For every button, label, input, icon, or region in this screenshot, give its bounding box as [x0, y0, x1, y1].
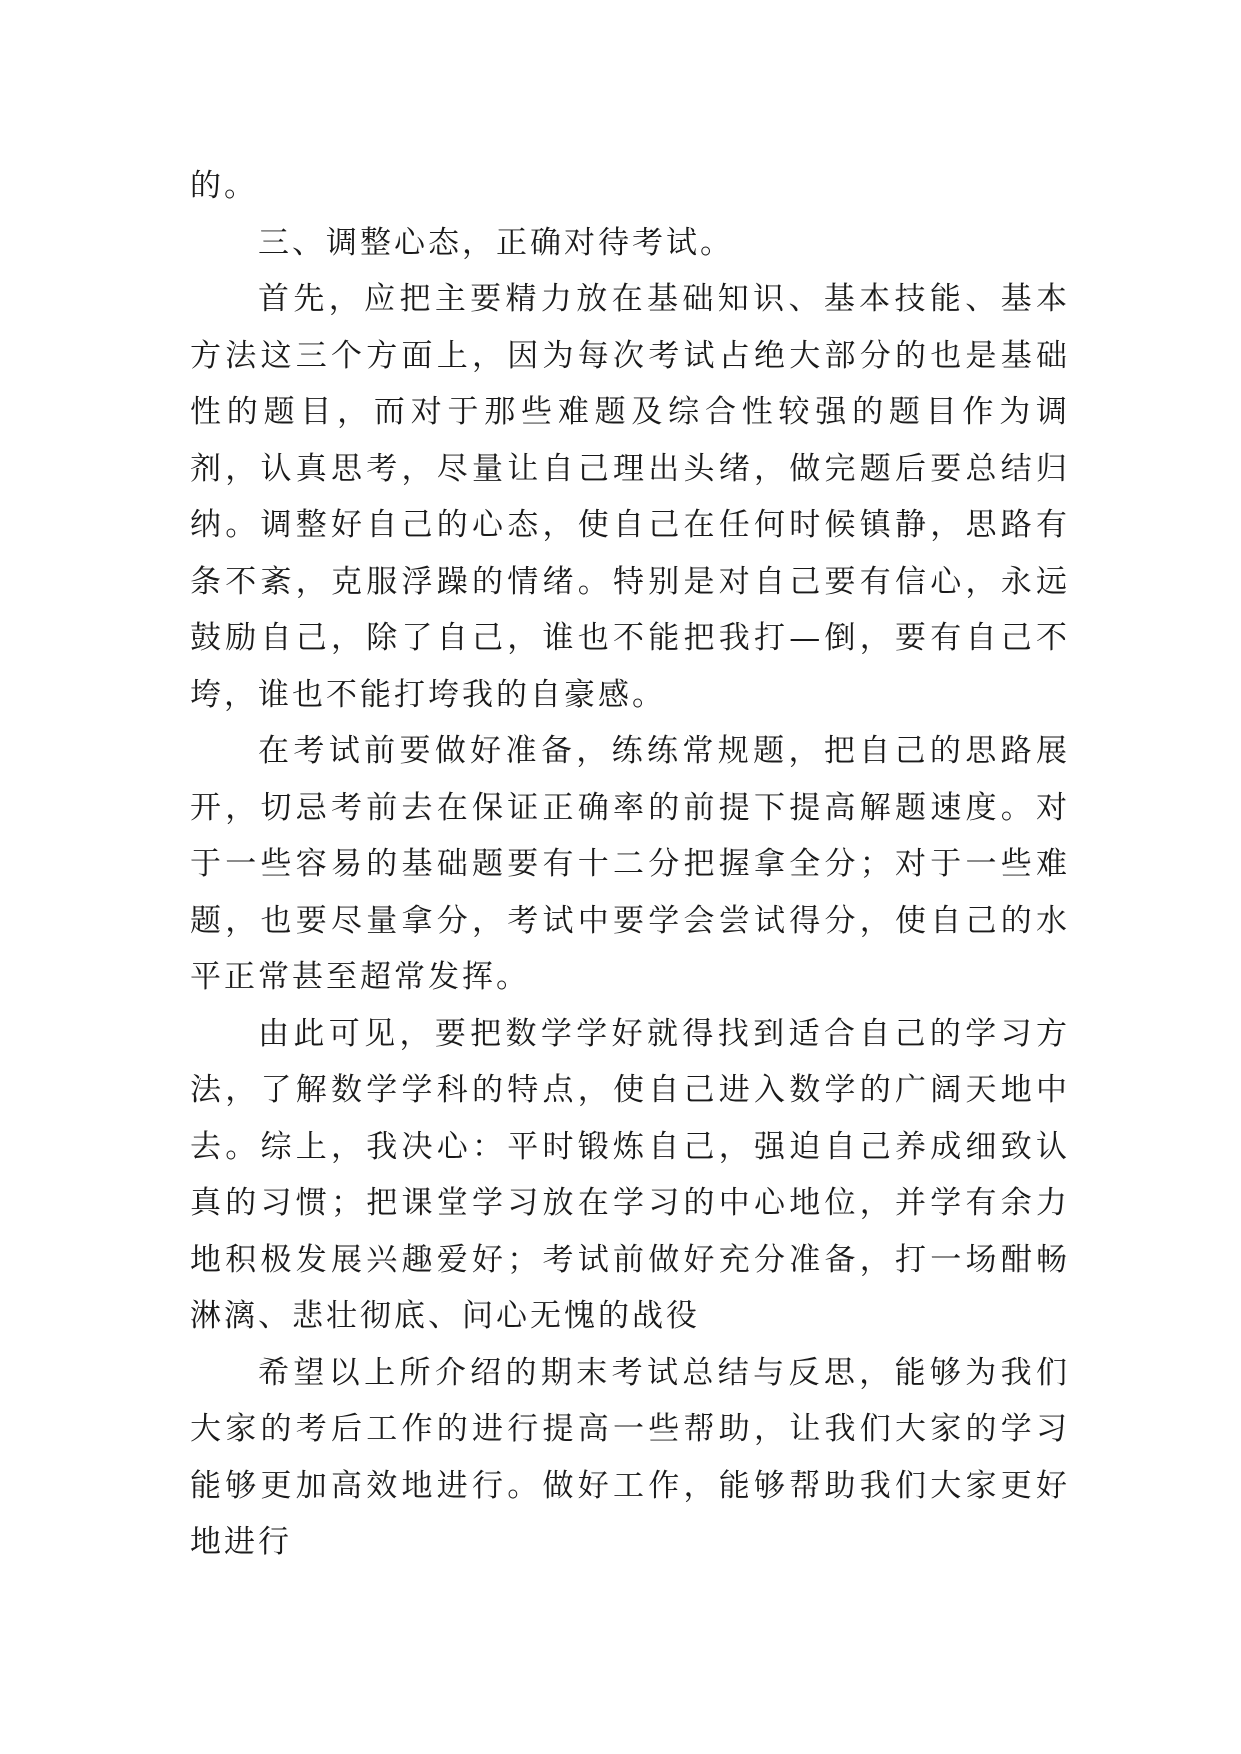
document-body: [190, 158, 1070, 1571]
paragraph-continuation: 的。: [190, 168, 258, 204]
paragraph-exam-preparation: 在考试前要做好准备，练练常规题，把自己的思路展开，切忌考前去在保证正确率的前提下提高解题速度。对于一些容易的基础题要有十二分把握拿全分；对于一些难题，也要尽量拿分，考试中要学会尝试得分，使自己的水平正常甚至超常发挥。: [190, 733, 1070, 995]
paragraph-focus-basics: 首先，应把主要精力放在基础知识、基本技能、基本方法这三个方面上，因为每次考试占绝大部分的也是基础性的题目，而对于那些难题及综合性较强的题目作为调剂，认真思考，尽量让自己理出头绪，做完题后要总结归纳。调整好自己的心态，使自己在任何时候镇静，思路有条不紊，克服浮躁的情绪。特别是对自己要有信心，永远鼓励自己，除了自己，谁也不能把我打—倒，要有自己不垮，谁也不能打垮我的自豪感。: [190, 281, 1070, 713]
paragraph-closing: 希望以上所介绍的期末考试总结与反思，能够为我们大家的考后工作的进行提高一些帮助，让我们大家的学习能够更加高效地进行。做好工作，能够帮助我们大家更好地进行: [190, 1354, 1070, 1560]
section-heading-3: 三、调整心态，正确对待考试。: [258, 224, 734, 261]
paragraph-conclusion: 由此可见，要把数学学好就得找到适合自己的学习方法，了解数学学科的特点，使自己进入数学的广阔天地中去。综上，我决心：平时锻炼自己，强迫自己养成细致认真的习惯；把课堂学习放在学习的中心地位，并学有余力地积极发展兴趣爱好；考试前做好充分准备，打一场酣畅淋漓、悲壮彻底、问心无愧的战役: [190, 1015, 1070, 1334]
